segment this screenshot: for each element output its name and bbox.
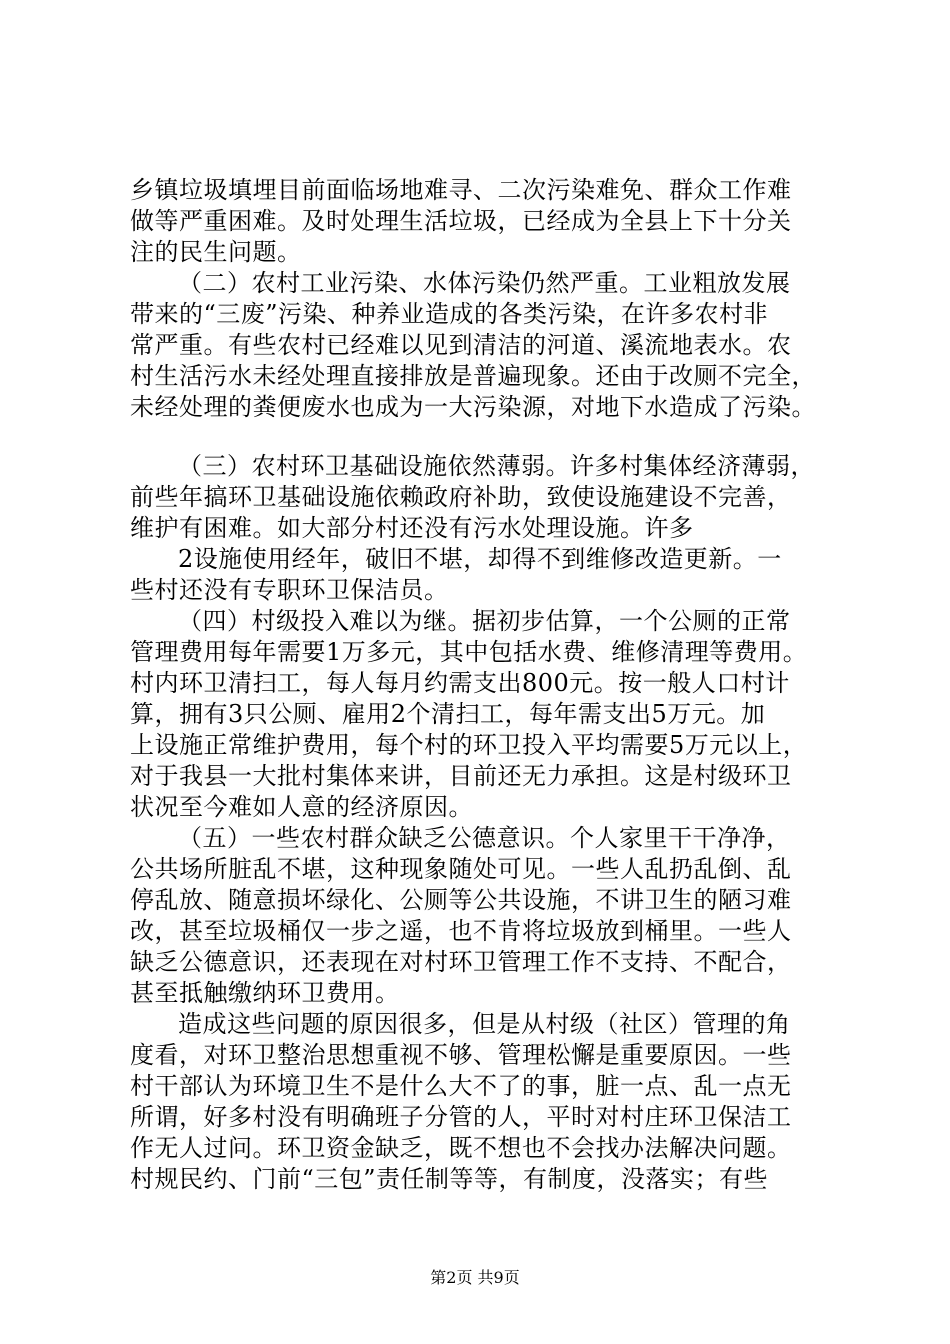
- text-line: 些村还没有专职环卫保洁员。: [130, 576, 449, 604]
- text-line: 村规民约、门前“三包”责任制等等，有制度，没落实；有些: [130, 1165, 769, 1193]
- text-line: 上设施正常维护费用，每个村的环卫投入平均需要5万元以上，: [130, 731, 808, 759]
- text-line: 所谓，好多村没有明确班子分管的人，平时对村庄环卫保洁工: [130, 1103, 792, 1131]
- text-line: 2设施使用经年，破旧不堪，却得不到维修改造更新。一: [178, 545, 782, 573]
- text-line: 停乱放、随意损坏绿化、公厕等公共设施，不讲卫生的陋习难: [130, 886, 792, 914]
- text-line: （三）农村环卫基础设施依然薄弱。许多村集体经济薄弱，: [178, 452, 815, 480]
- text-line: 对于我县一大批村集体来讲，目前还无力承担。这是村级环卫: [130, 762, 792, 790]
- text-line: 算，拥有3只公厕、雇用2个清扫工，每年需支出5万元。加: [130, 700, 766, 728]
- text-line: 带来的“三废”污染、种养业造成的各类污染，在许多农村非: [130, 300, 769, 328]
- text-line: 维护有困难。如大部分村还没有污水处理设施。许多: [130, 514, 694, 542]
- text-line: 注的民生问题。: [130, 238, 302, 266]
- text-line: 改，甚至垃圾桶仅一步之遥，也不肯将垃圾放到桶里。一些人: [130, 917, 792, 945]
- text-line: 做等严重困难。及时处理生活垃圾，已经成为全县上下十分关: [130, 207, 792, 235]
- text-line: 常严重。有些农村已经难以见到清洁的河道、溪流地表水。农: [130, 331, 792, 359]
- text-line: （四）村级投入难以为继。据初步估算，一个公厕的正常: [178, 607, 791, 635]
- text-line: 村干部认为环境卫生不是什么大不了的事，脏一点、乱一点无: [130, 1072, 792, 1100]
- page-number-footer: 第2页 共9页: [430, 1268, 520, 1287]
- text-line: 乡镇垃圾填埋目前面临场地难寻、二次污染难免、群众工作难: [130, 176, 792, 204]
- text-line: 未经处理的粪便废水也成为一大污染源，对地下水造成了污染。: [130, 393, 816, 421]
- text-line: 度看，对环卫整治思想重视不够、管理松懈是重要原因。一些: [130, 1041, 792, 1069]
- text-line: 管理费用每年需要1万多元，其中包括水费、维修清理等费用。: [130, 638, 808, 666]
- text-line: （五）一些农村群众缺乏公德意识。个人家里干干净净，: [178, 824, 791, 852]
- text-line: 村生活污水未经处理直接排放是普遍现象。还由于改厕不完全，: [130, 362, 816, 390]
- text-line: 公共场所脏乱不堪，这种现象随处可见。一些人乱扔乱倒、乱: [130, 855, 792, 883]
- text-line: 状况至今难如人意的经济原因。: [130, 793, 473, 821]
- text-line: 甚至抵触缴纳环卫费用。: [130, 979, 400, 1007]
- text-line: （二）农村工业污染、水体污染仍然严重。工业粗放发展: [178, 269, 791, 297]
- text-line: 缺乏公德意识，还表现在对村环卫管理工作不支持、不配合，: [130, 948, 792, 976]
- text-line: 造成这些问题的原因很多，但是从村级（社区）管理的角: [178, 1010, 791, 1038]
- text-line: 前些年搞环卫基础设施依赖政府补助，致使设施建设不完善，: [130, 483, 792, 511]
- text-line: 村内环卫清扫工，每人每月约需支出800元。按一般人口村计: [130, 669, 790, 697]
- text-line: 作无人过问。环卫资金缺乏，既不想也不会找办法解决问题。: [130, 1134, 792, 1162]
